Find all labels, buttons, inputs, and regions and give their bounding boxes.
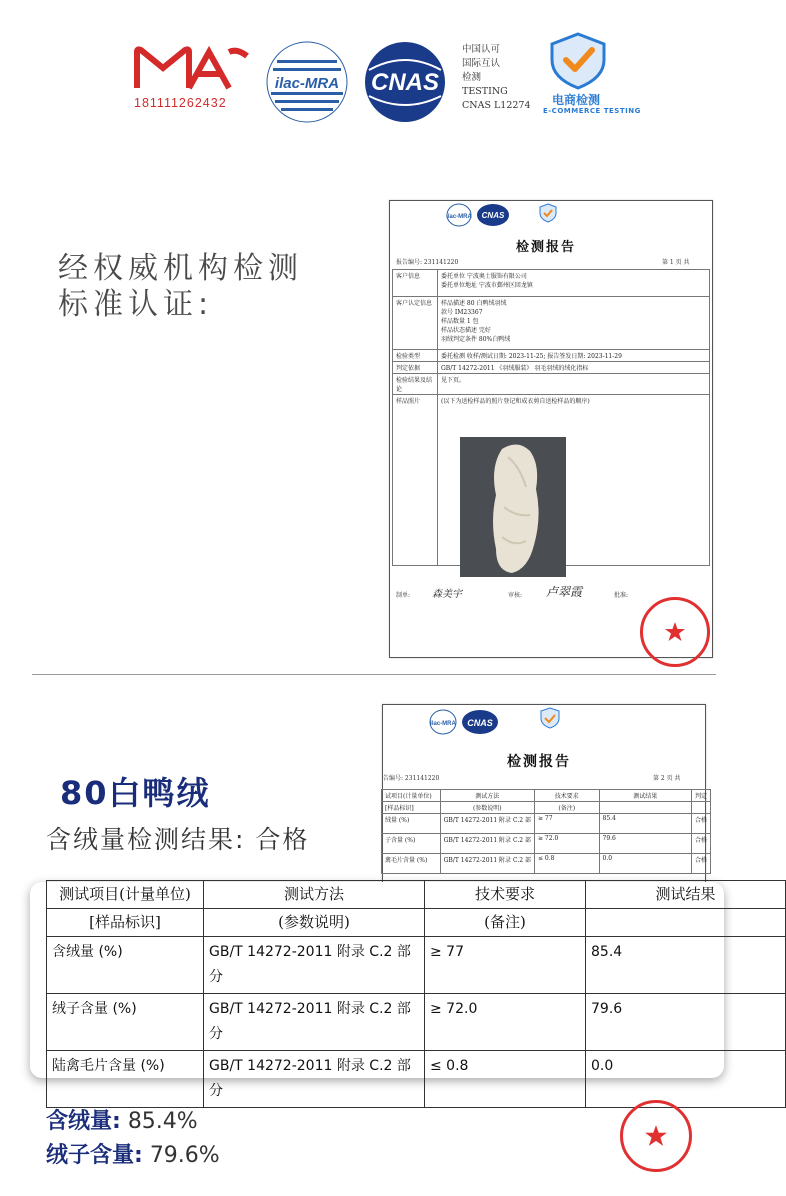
- svg-text:CNAS: CNAS: [370, 69, 440, 96]
- zoomed-results-panel: [30, 882, 724, 1099]
- cnas-text-block: [462, 43, 531, 113]
- table-header-row: [382, 790, 711, 802]
- header-cell: [样品标识]: [47, 909, 204, 937]
- section1-line1: 经权威机构检测: [58, 251, 303, 286]
- cell: ≤ 0.8: [534, 854, 599, 874]
- cnas-line: CNAS L12274: [462, 100, 531, 111]
- row-line: (以下为送检样品的照片登记和成衣剪自送检样品的顺序): [441, 398, 590, 405]
- svg-text:ilac-MRA: ilac-MRA: [274, 75, 340, 92]
- signer-reviewed: 审核:: [508, 592, 523, 599]
- row-line: 样品状态描述 完好: [441, 327, 491, 334]
- cell-item: 绒子含量 (%): [47, 994, 204, 1051]
- inspection-seal: [620, 1100, 692, 1172]
- row-label: 样品照片: [393, 395, 438, 566]
- section1-line2: 标准认证:: [58, 287, 214, 322]
- report2-title: 检测报告: [507, 754, 571, 770]
- cell-requirement: ≥ 77: [425, 937, 586, 994]
- header-cell: 测试方法: [440, 790, 534, 802]
- result-value: 79.6%: [149, 1143, 220, 1168]
- cell-result: 0.0: [586, 1051, 786, 1108]
- cell: GB/T 14272-2011 附录 C.2 部: [440, 814, 534, 834]
- svg-text:ilac-MRA: ilac-MRA: [446, 214, 472, 220]
- result-down-content: [46, 1104, 198, 1135]
- row-line: 样品数量 1 包: [441, 318, 479, 325]
- row-content: GB/T 14272-2011 《羽绒服装》 羽毛羽绒的绒化指标: [438, 362, 710, 374]
- cnas-line: 国际互认: [462, 58, 501, 69]
- method-line: 分: [209, 969, 223, 985]
- result-subtitle: 含绒量检测结果: 合格: [46, 825, 310, 854]
- cell: 85.4: [599, 814, 691, 834]
- cma-logo: [133, 44, 253, 94]
- header-cell: 测试项目(计量单位): [47, 881, 204, 909]
- method-line: GB/T 14272-2011 附录 C.2 部: [209, 944, 411, 960]
- cma-phone: 181111262432: [134, 96, 227, 110]
- row-content: [438, 270, 710, 297]
- header-cell: (备注): [534, 802, 599, 814]
- cell-item: 陆禽毛片含量 (%): [47, 1051, 204, 1108]
- cell-method: [204, 994, 425, 1051]
- table-row: [393, 374, 710, 395]
- result-label: 绒子含量:: [46, 1143, 143, 1168]
- sample-photo: [460, 437, 566, 577]
- row-line: 羽绒判定条件 80%白鸭绒: [441, 336, 511, 343]
- report2-page: 第 2 页 共: [653, 775, 681, 782]
- table-row: [382, 814, 711, 834]
- table-row: [393, 270, 710, 297]
- table-row: [382, 834, 711, 854]
- inspection-seal: [640, 597, 710, 667]
- table-header-row: [47, 881, 786, 909]
- ilac-mra-logo: [429, 709, 457, 735]
- ecommerce-shield-icon: [538, 203, 558, 223]
- cell: 79.6: [599, 834, 691, 854]
- result-label: 含绒量:: [46, 1109, 121, 1134]
- cell: 合格: [691, 854, 710, 874]
- header-cell: [599, 802, 691, 814]
- table-row: [47, 937, 786, 994]
- table-header-row: [382, 802, 711, 814]
- svg-text:CNAS: CNAS: [467, 718, 493, 728]
- cnas-line: TESTING: [462, 86, 508, 97]
- cell: 子含量 (%): [382, 834, 441, 854]
- report2-number: 告编号: 231141220: [383, 775, 440, 782]
- cell-result: 79.6: [586, 994, 786, 1051]
- row-label: 判定依据: [393, 362, 438, 374]
- signer-approved: 批准:: [614, 592, 629, 599]
- cell: ≥ 77: [534, 814, 599, 834]
- ecommerce-shield-icon: [548, 32, 608, 90]
- header-cell: [586, 909, 786, 937]
- header-cell: 试项目(计量单位): [382, 790, 441, 802]
- section-divider: [32, 674, 716, 675]
- cell: GB/T 14272-2011 附录 C.2 部: [440, 834, 534, 854]
- signer-prepared: 制单:: [396, 592, 411, 599]
- result-cluster-content: [46, 1138, 220, 1169]
- cell-requirement: ≥ 72.0: [425, 994, 586, 1051]
- ecommerce-shield-icon: [539, 707, 561, 729]
- row-label: 检验类型: [393, 350, 438, 362]
- row-content: 委托检测 收样/测试日期: 2023-11-25; 报告签发日期: 2023-11-29: [438, 350, 710, 362]
- table-row: [382, 854, 711, 874]
- row-content: 见下页。: [438, 374, 710, 395]
- table-row: [393, 350, 710, 362]
- cnas-logo: [461, 709, 499, 735]
- row-content: [438, 297, 710, 350]
- row-line: 委托单位地址 宁波市鄞州区回龙镇: [441, 282, 533, 289]
- header-cell: 技术要求: [534, 790, 599, 802]
- table-row: [47, 1051, 786, 1108]
- method-line: GB/T 14272-2011 附录 C.2 部: [209, 1058, 411, 1074]
- header-logos: [0, 0, 750, 130]
- header-cell: 判定: [691, 790, 710, 802]
- header-cell: 测试方法: [204, 881, 425, 909]
- cell-method: [204, 1051, 425, 1108]
- header-cell: (备注): [425, 909, 586, 937]
- report2-results-table: [381, 789, 711, 874]
- cell: ≥ 72.0: [534, 834, 599, 854]
- zoomed-results-table: [46, 880, 786, 1108]
- header-cell: [样品标识]: [382, 802, 441, 814]
- seal-star-icon: [664, 621, 686, 643]
- header-cell: 技术要求: [425, 881, 586, 909]
- row-line: 款号 IM23367: [441, 309, 483, 316]
- ecommerce-title: 电商检测: [552, 93, 601, 107]
- svg-text:CNAS: CNAS: [481, 211, 505, 220]
- row-line: 委托单位 宁波奥士服饰有限公司: [441, 273, 527, 280]
- result-value: 85.4%: [127, 1109, 198, 1134]
- svg-text:ilac-MRA: ilac-MRA: [430, 721, 456, 727]
- header-cell: 测试结果: [586, 881, 786, 909]
- table-row: [393, 362, 710, 374]
- cell: 合格: [691, 814, 710, 834]
- method-line: 分: [209, 1083, 223, 1099]
- header-cell: [691, 802, 710, 814]
- cnas-line: 检测: [462, 72, 482, 83]
- seal-star-icon: [644, 1124, 668, 1148]
- header-cell: (参数说明): [440, 802, 534, 814]
- ecommerce-subtitle: E-COMMERCE TESTING: [543, 107, 641, 115]
- row-label: 检验结果及结论: [393, 374, 438, 395]
- method-line: GB/T 14272-2011 附录 C.2 部: [209, 1001, 411, 1017]
- row-label: 客户信息: [393, 270, 438, 297]
- cell: 绒量 (%): [382, 814, 441, 834]
- cell-requirement: ≤ 0.8: [425, 1051, 586, 1108]
- cnas-line: 中国认可: [462, 44, 501, 55]
- cell: 0.0: [599, 854, 691, 874]
- row-line: 样品描述 80 白鸭绒羽绒: [441, 300, 507, 307]
- cell: GB/T 14272-2011 附录 C.2 部: [440, 854, 534, 874]
- report1-title: 检测报告: [516, 240, 577, 255]
- cell: 禽毛片含量 (%): [382, 854, 441, 874]
- cnas-logo: [355, 40, 455, 124]
- product-title: 80白鸭绒: [60, 774, 211, 812]
- table-row: [47, 994, 786, 1051]
- row-label: 客户认定信息: [393, 297, 438, 350]
- cell-item: 含绒量 (%): [47, 937, 204, 994]
- report1-page: 第 1 页 共: [662, 259, 690, 266]
- cnas-logo: [476, 203, 510, 227]
- report-page-1: [389, 200, 713, 658]
- method-line: 分: [209, 1026, 223, 1042]
- table-header-row: [47, 909, 786, 937]
- ilac-mra-logo: [446, 203, 472, 227]
- report1-number: 报告编号: 231141220: [396, 259, 459, 266]
- signature-prepared: 森美宇: [432, 589, 462, 600]
- table-row: [393, 297, 710, 350]
- ilac-mra-logo: [265, 40, 349, 124]
- cell-result: 85.4: [586, 937, 786, 994]
- cell-method: [204, 937, 425, 994]
- header-cell: 测试结果: [599, 790, 691, 802]
- cell: 合格: [691, 834, 710, 854]
- signature-reviewed: 卢翠霞: [546, 585, 583, 599]
- header-cell: (参数说明): [204, 909, 425, 937]
